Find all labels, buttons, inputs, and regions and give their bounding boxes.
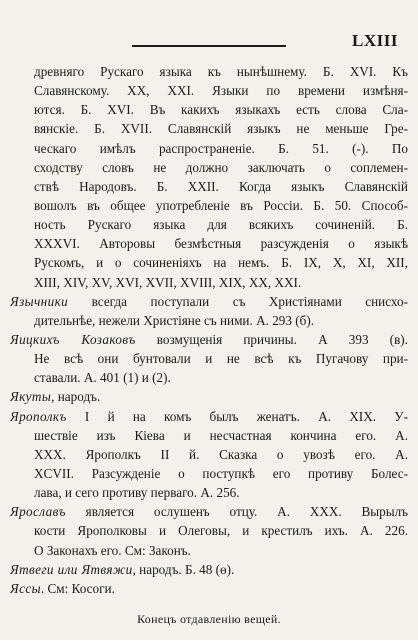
index-text: шествіе изъ Кіева и несчастная кончина его. А. [34, 427, 408, 443]
index-entry-line [10, 579, 408, 598]
index-continuation-line [10, 177, 408, 196]
index-text: ставали. А. 401 (1) и (2). [34, 370, 171, 386]
index-continuation-line [10, 273, 408, 292]
index-text: сходству словъ не должно заключать о соплемен- [34, 159, 408, 175]
index-continuation-line [10, 311, 408, 330]
index-text: ются. Б. XVI. Въ какихъ языкахъ есть слова Сла- [34, 102, 408, 118]
index-continuation-line [10, 196, 408, 215]
index-entry-line [10, 407, 408, 426]
header-rule [132, 45, 286, 47]
index-continuation-line [10, 426, 408, 445]
index-headword: Ярополкъ [10, 408, 67, 424]
index-text: ность Рускаго языка для всякихъ сочиненій. Б. [34, 217, 408, 233]
index-continuation-line [10, 158, 408, 177]
index-continuation-line [10, 483, 408, 502]
index-text: , народъ. [51, 389, 101, 405]
index-text: Славянскому. XX, XXI. Языки по времени измѣня- [34, 83, 408, 99]
index-headword: Якуты [10, 389, 52, 405]
index-text: ческаго имѣлъ распространеніе. Б. 51. (-). По [34, 140, 408, 156]
index-headword: Яссы [10, 580, 41, 596]
index-text: всегда поступали съ Христіянами снисхо- [68, 293, 408, 309]
index-text: вянскіе. Б. XVII. Славянскій языкъ не меньше Гре- [34, 121, 408, 137]
index-text: лава, и сего противу перваго. А. 256. [34, 485, 240, 501]
index-continuation-line [10, 521, 408, 540]
index-entry-line [10, 502, 408, 521]
index-continuation-line [10, 541, 408, 560]
index-entry-line [10, 387, 408, 406]
index-continuation-line [10, 234, 408, 253]
index-text: , народъ. Б. 48 (ѳ). [132, 561, 235, 577]
index-text: Рускомъ, и о сочиненіяхъ на немъ. Б. IX, X, XI, XII, [34, 255, 408, 271]
index-text: возмущенія причины. А 393 (в). [135, 331, 408, 347]
index-entry-line [10, 330, 408, 349]
index-continuation-line [10, 100, 408, 119]
index-body [10, 62, 408, 598]
page-number: LXIII [352, 31, 398, 50]
index-text: вошолъ въ общее употребленіе въ Россіи. Б. 50. Способ- [34, 197, 408, 213]
index-text: XCVII. Разсужденіе о поступкѣ его противу Болес- [34, 465, 408, 481]
index-text: О Законахъ его. См: Законъ. [34, 542, 191, 558]
index-entry-line [10, 560, 408, 579]
index-text: І й на комъ былъ женатъ. А. XIX. У- [66, 408, 408, 424]
index-text: ствѣ Народовъ. Б. XXII. Когда языкъ Славянскій [34, 178, 408, 194]
index-headword: Ятвеги или Ятвяжи [10, 561, 133, 577]
index-text: . См: Косоги. [40, 580, 115, 596]
index-text: древняго Рускаго языка къ нынѣшнему. Б. XVI. Къ [34, 64, 408, 79]
footer-text: Конецъ отдавленію вещей. [137, 612, 281, 626]
index-headword: Язычники [10, 293, 69, 309]
index-text: XIII, XIV, XV, XVI, XVII, XVIII, XIX, XX, XXI. [34, 274, 302, 290]
index-headword: Яицкихъ Козаковъ [10, 331, 136, 347]
index-text: кости Ярополковы и Олеговы, и крестилъ ихъ. А. 226. [34, 523, 408, 539]
index-headword: Ярославъ [10, 504, 66, 520]
index-text: дительнѣе, нежели Христіяне съ ними. А. 293 (б). [34, 312, 315, 328]
index-continuation-line [10, 81, 408, 100]
index-continuation-line [10, 368, 408, 387]
index-continuation-line [10, 215, 408, 234]
index-text: является ослушенъ отцу. А. XXX. Вырылъ [65, 504, 408, 520]
index-continuation-line [10, 139, 408, 158]
index-text: Не всѣ они бунтовали и не всѣ къ Пугачову при- [34, 351, 408, 367]
index-continuation-line [10, 349, 408, 368]
index-continuation-line [10, 119, 408, 138]
index-continuation-line [10, 62, 408, 81]
index-text: XXXVI. Авторовы безмѣстныя разсужденія о языкѣ [34, 236, 408, 252]
index-entry-line [10, 292, 408, 311]
index-continuation-line [10, 253, 408, 272]
index-text: XXX. Ярополкъ ІІ й. Сказка о увозѣ его. А. [34, 446, 408, 462]
index-continuation-line [10, 464, 408, 483]
index-continuation-line [10, 445, 408, 464]
